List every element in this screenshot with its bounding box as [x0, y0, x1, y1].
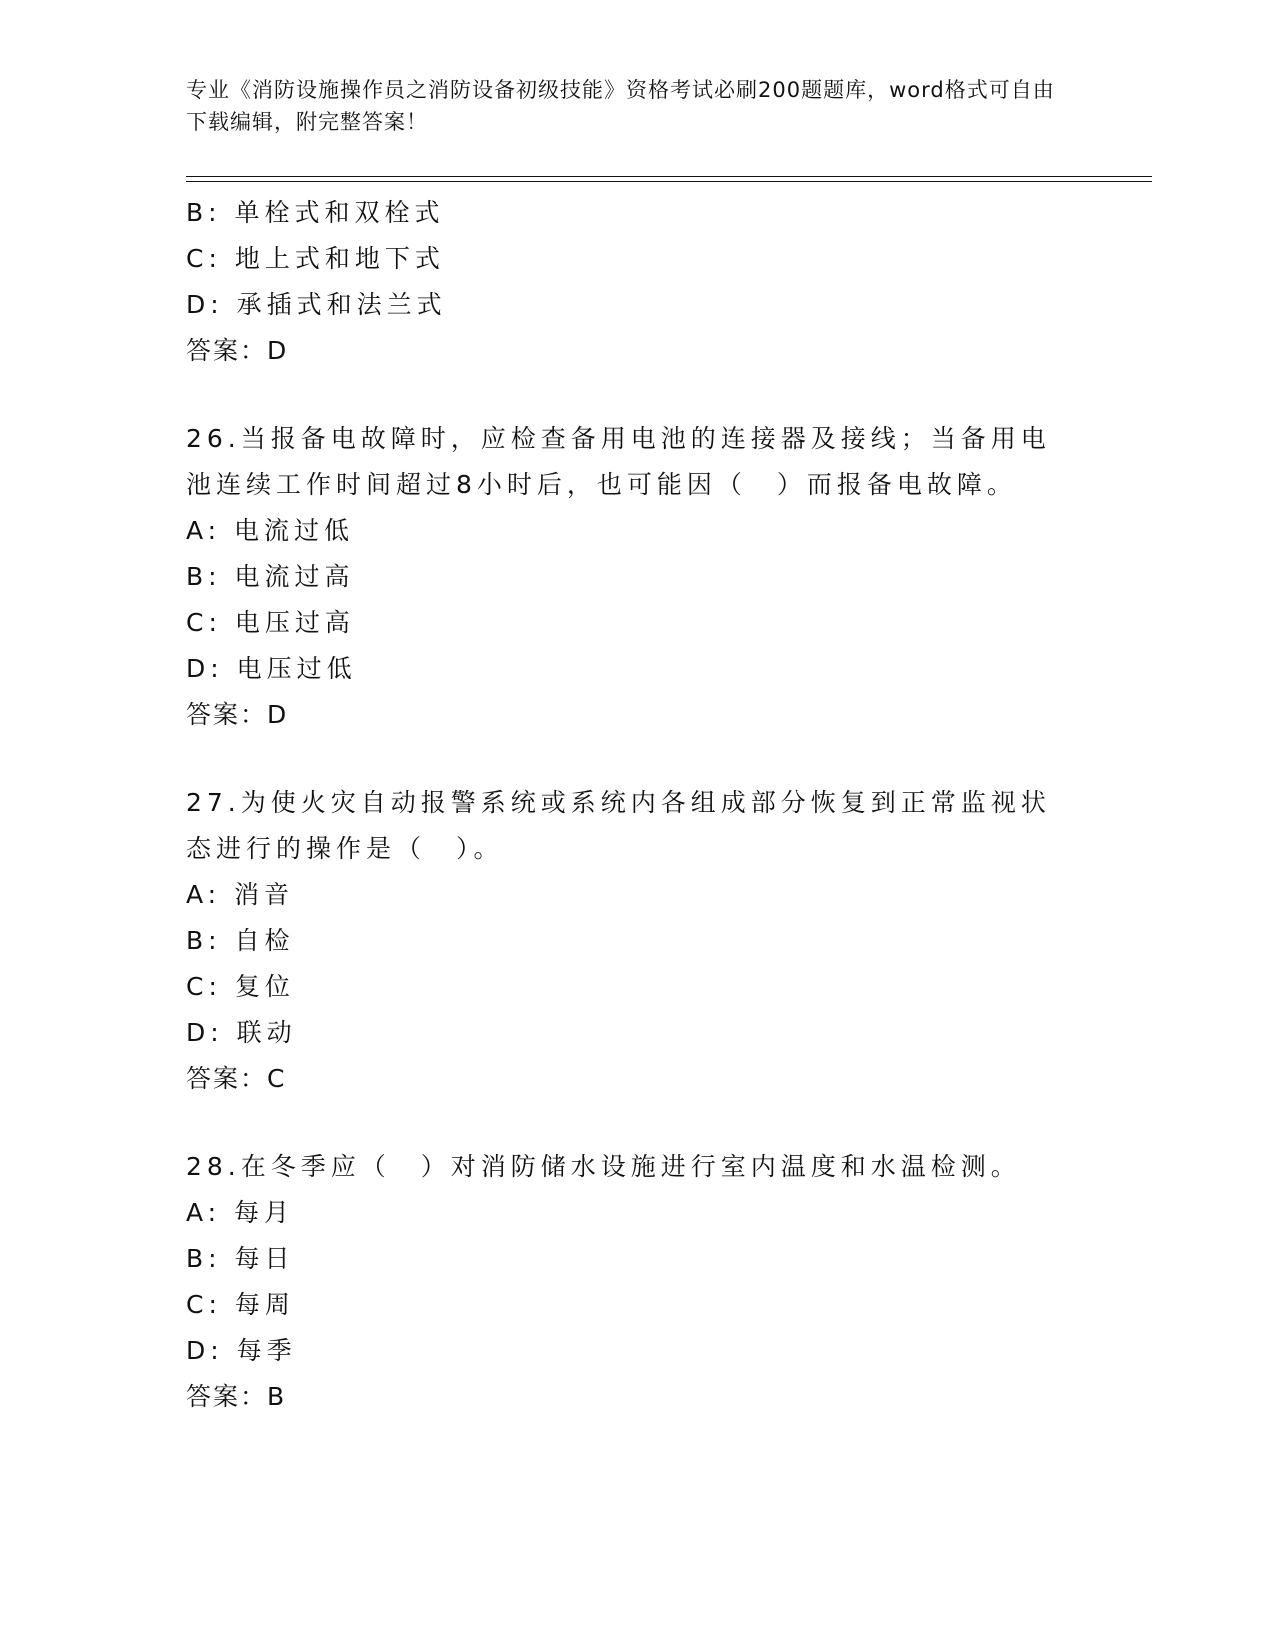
document-header-title: 专业《消防设施操作员之消防设备初级技能》资格考试必刷200题题库，word格式可自由下载编辑，附完整答案！: [186, 78, 1055, 134]
question-28-block: [186, 1144, 1076, 1420]
header-divider-bottom: [186, 181, 1152, 182]
q25-answer: 答案：D: [186, 336, 289, 365]
spacer: [186, 738, 1076, 780]
question-list: [186, 190, 1076, 1420]
q28-option-d: D: 每季: [186, 1336, 297, 1365]
q27-option-d: D: 联动: [186, 1018, 297, 1047]
q28-option-b: B: 每日: [186, 1244, 295, 1273]
q27-question-text: 27.为使火灾自动报警系统或系统内各组成部分恢复到正常监视状态进行的操作是（ ）。: [186, 788, 1051, 863]
question-25-block: [186, 190, 1076, 374]
q25-option-c: C: 地上式和地下式: [186, 244, 445, 273]
q28-option-c: C: 每周: [186, 1290, 295, 1319]
q25-option-d: D: 承插式和法兰式: [186, 290, 447, 319]
q26-question-text: 26.当报备电故障时，应检查备用电池的连接器及接线；当备用电池连续工作时间超过8小时后，也可能因（ ）而报备电故障。: [186, 424, 1051, 499]
question-26-block: [186, 416, 1076, 738]
question-27-block: [186, 780, 1076, 1102]
q27-option-a: A: 消音: [186, 880, 295, 909]
q25-option-b: B: 单栓式和双栓式: [186, 198, 445, 227]
q26-option-b: B: 电流过高: [186, 562, 355, 591]
q27-option-b: B: 自检: [186, 926, 295, 955]
q26-option-a: A: 电流过低: [186, 516, 355, 545]
q28-option-a: A: 每月: [186, 1198, 295, 1227]
q27-answer: 答案：C: [186, 1064, 287, 1093]
q28-answer: 答案：B: [186, 1382, 287, 1411]
header-divider-top: [186, 176, 1152, 177]
spacer: [186, 1102, 1076, 1144]
q26-answer: 答案：D: [186, 700, 289, 729]
q26-option-d: D: 电压过低: [186, 654, 357, 683]
q26-option-c: C: 电压过高: [186, 608, 355, 637]
q27-option-c: C: 复位: [186, 972, 295, 1001]
spacer: [186, 374, 1076, 416]
q28-question-text: 28.在冬季应（ ）对消防储水设施进行室内温度和水温检测。: [186, 1152, 1021, 1181]
